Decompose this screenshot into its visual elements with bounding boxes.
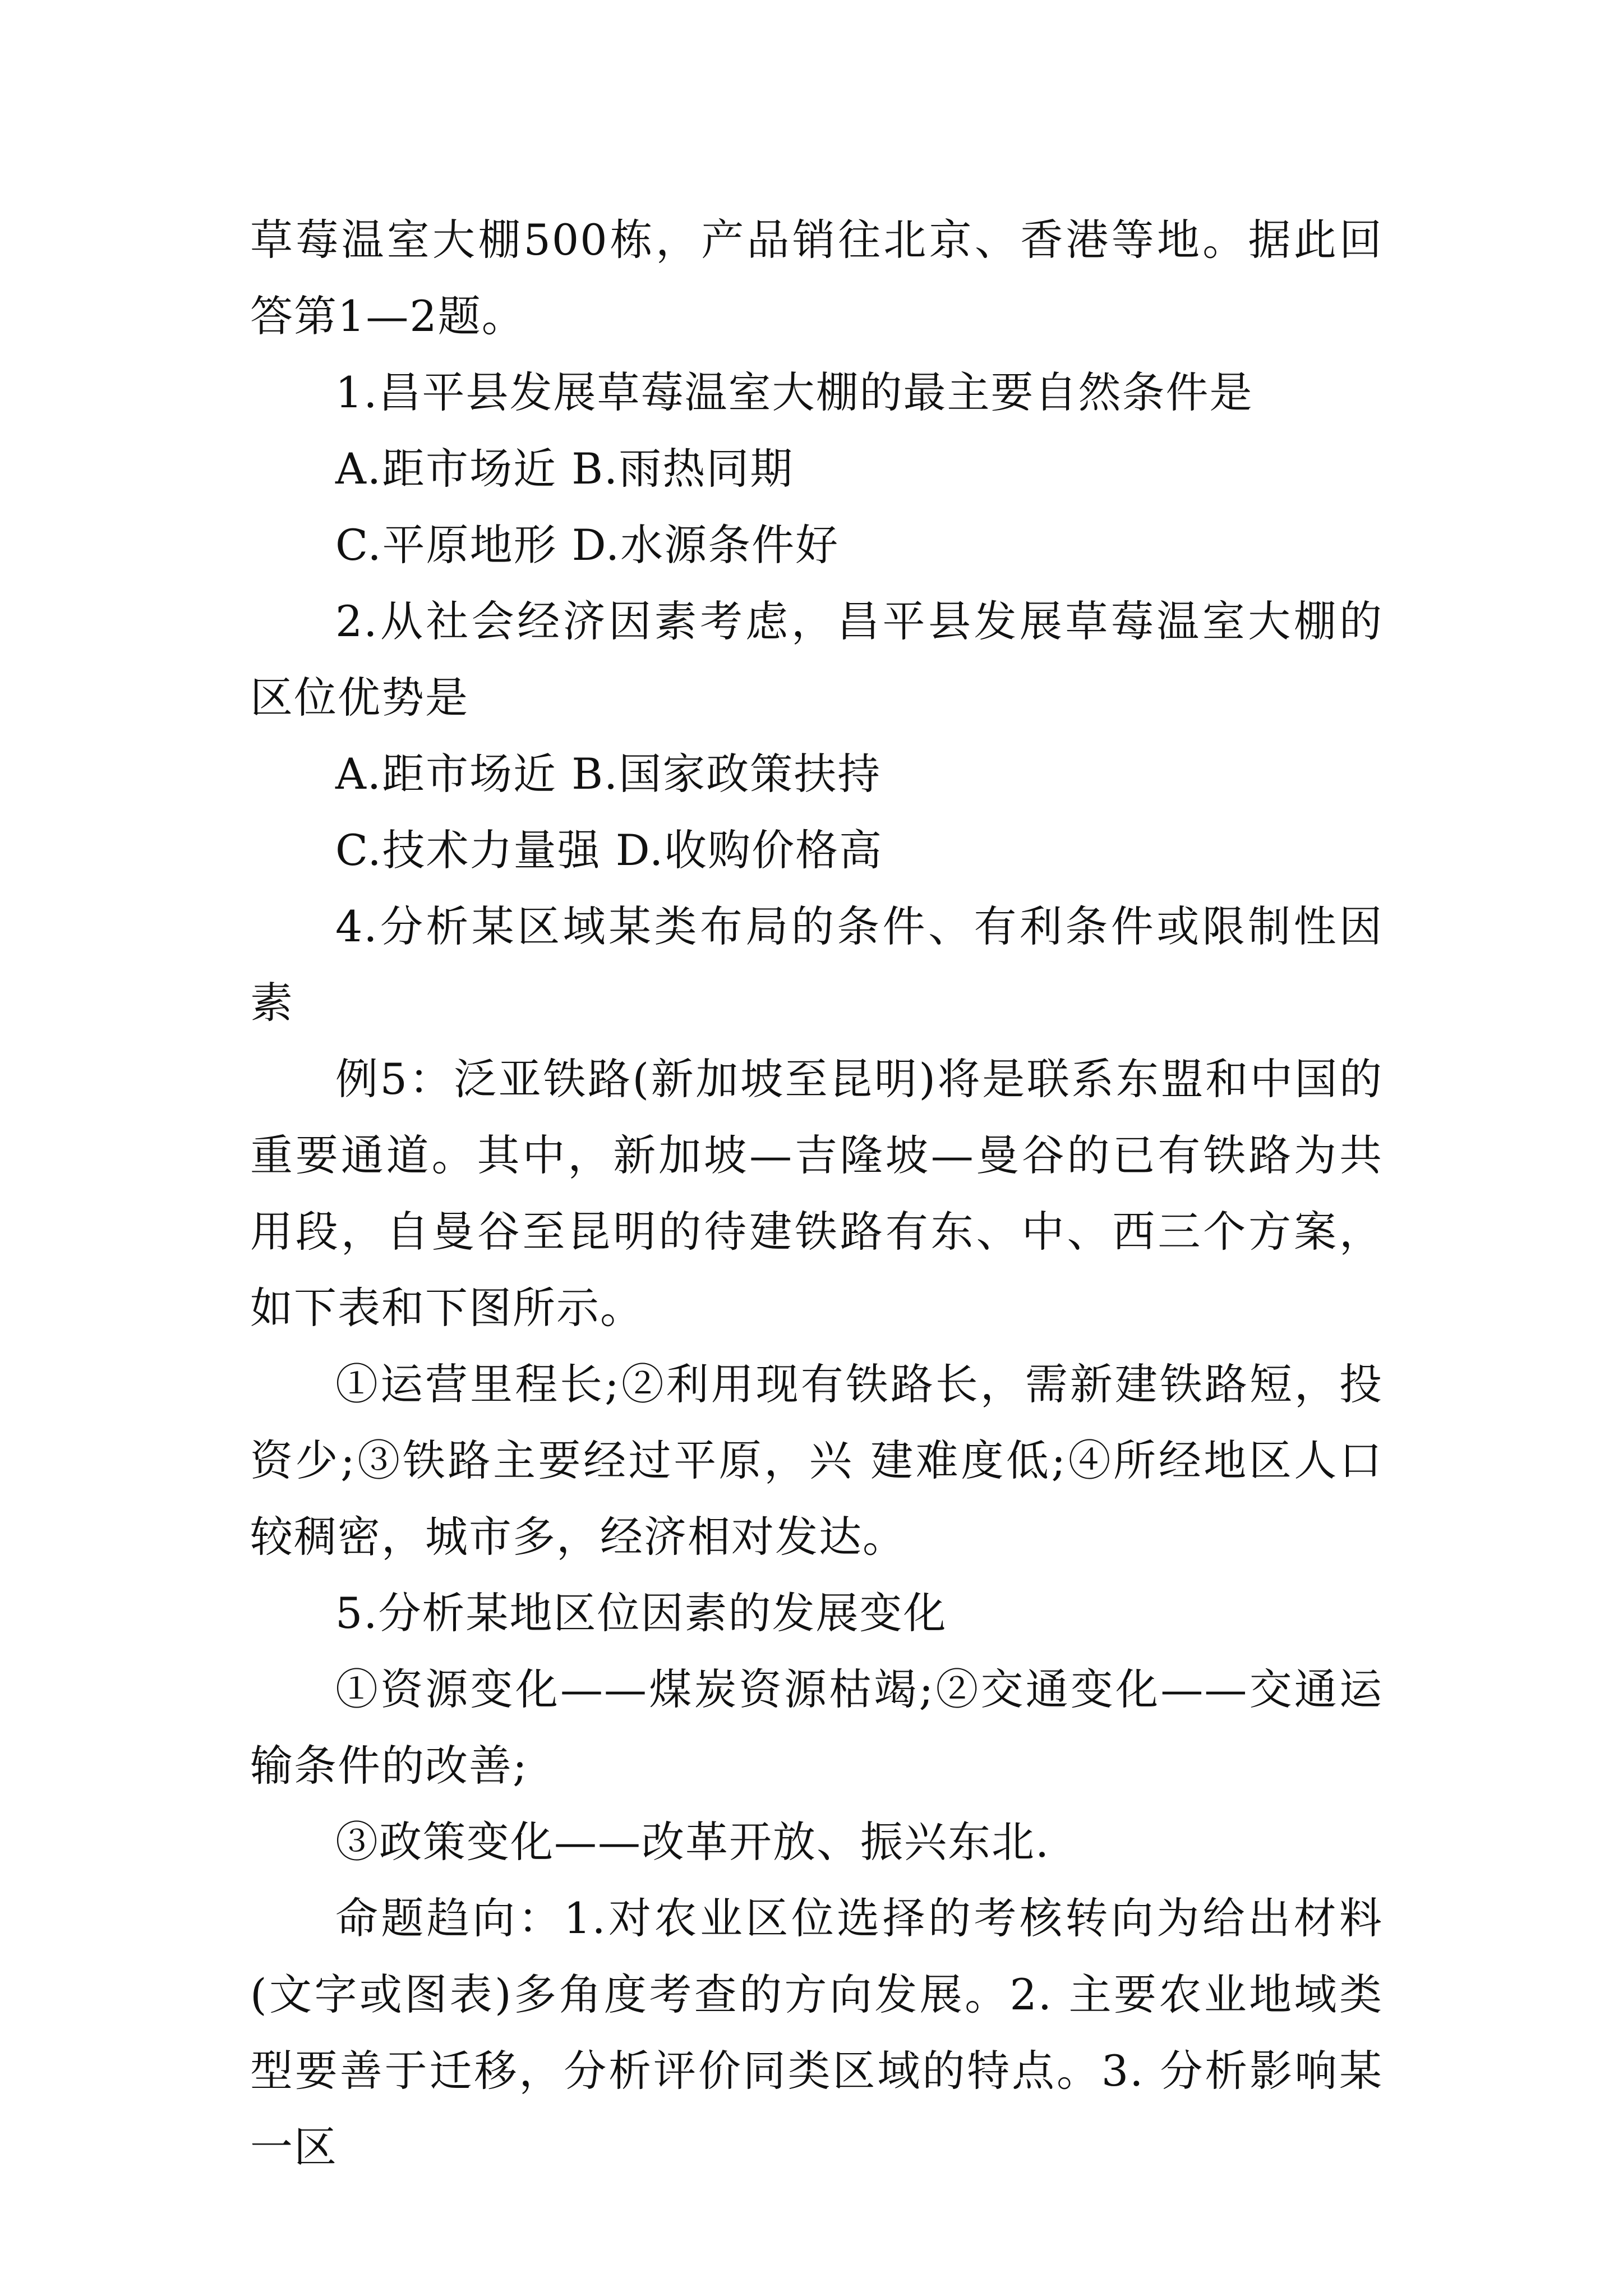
example-5-answer: ①运营里程长;②利用现有铁路长，需新建铁路短，投资少;③铁路主要经过平原，兴 建难度低;④所经地区人口较稠密，城市多，经济相对发达。	[250, 1359, 1383, 1562]
question-2-options-ab: A.距市场近 B.国家政策扶持	[335, 749, 882, 799]
question-1-options-ab: A.距市场近 B.雨热同期	[335, 444, 794, 494]
section-heading-4: 4.分析某区域某类布局的条件、有利条件或限制性因素	[250, 901, 1383, 1028]
question-2-options-cd: C.技术力量强 D.收购价格高	[335, 825, 883, 875]
question-2: 2.从社会经济因素考虑，昌平县发展草莓温室大棚的区位优势是	[250, 596, 1383, 723]
question-1-options-cd: C.平原地形 D.水源条件好	[335, 520, 840, 570]
example-5: 例5：泛亚铁路(新加坡至昆明)将是联系东盟和中国的重要通道。其中，新加坡—吉隆坡—曼谷的已有铁路为共用段，自曼谷至昆明的待建铁路有东、中、西三个方案，如下表和下图所示。	[250, 1054, 1383, 1333]
section-heading-5: 5.分析某地区位因素的发展变化	[335, 1588, 947, 1638]
factor-change-list: ①资源变化——煤炭资源枯竭;②交通变化——交通运输条件的改善;	[250, 1664, 1383, 1791]
paragraph: 草莓温室大棚500栋，产品销往北京、香港等地。据此回答第1—2题。	[250, 215, 1383, 341]
factor-change-policy: ③政策变化——改革开放、振兴东北.	[335, 1817, 1050, 1867]
exam-trend: 命题趋向：1.对农业区位选择的考核转向为给出材料(文字或图表)多角度考查的方向发展。2. 主要农业地域类型要善于迁移，分析评价同类区域的特点。3. 分析影响某一区	[250, 1893, 1383, 2172]
body-text	[250, 202, 1383, 2185]
question-1: 1.昌平县发展草莓温室大棚的最主要自然条件是	[335, 367, 1253, 417]
